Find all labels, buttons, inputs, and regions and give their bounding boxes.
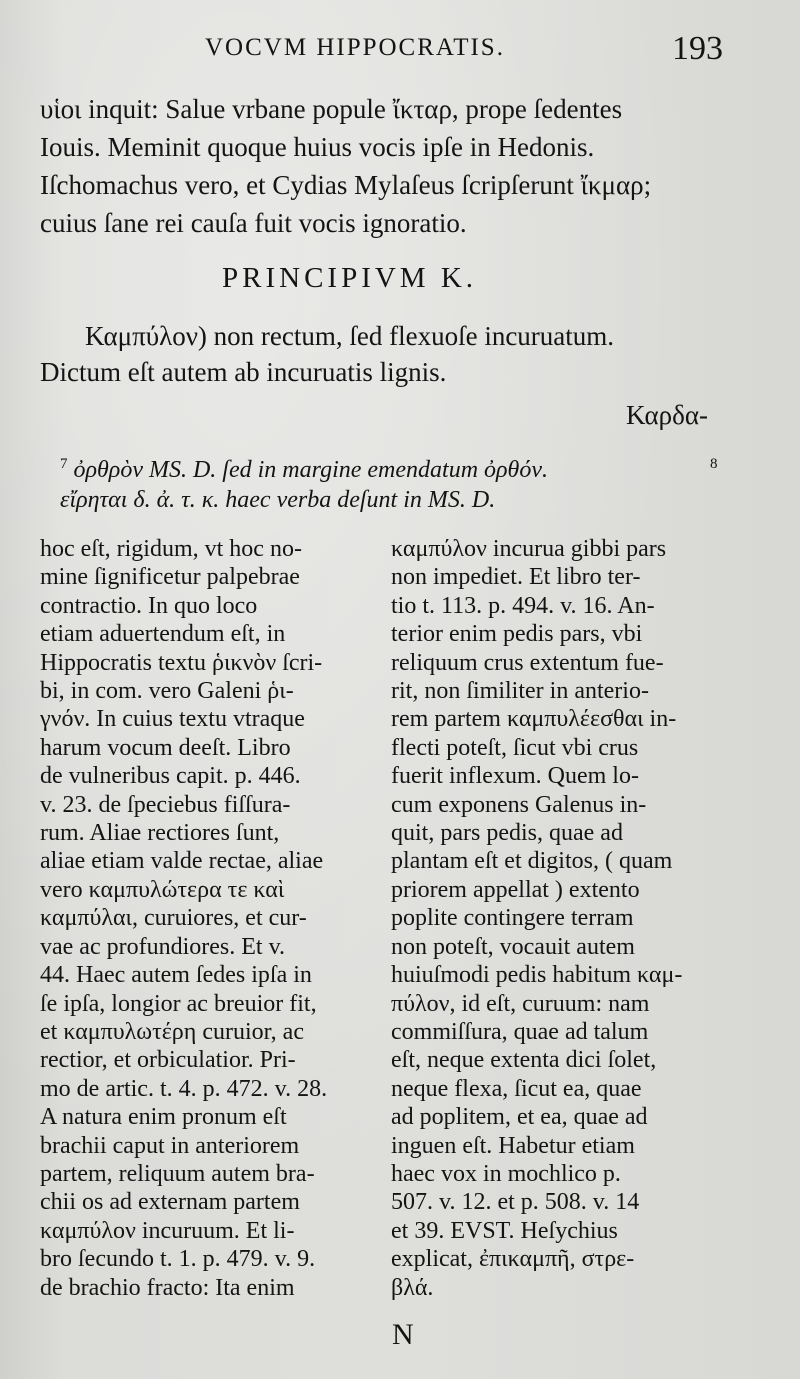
column-line: mo de artic. t. 4. p. 472. v. 28. <box>40 1075 328 1102</box>
column-line: 44. Haec autem ſedes ipſa in <box>40 962 312 989</box>
intro-line: Iouis. Meminit quoque huius vocis ipſe in Hedonis. <box>40 132 595 162</box>
column-line: βλά. <box>391 1274 434 1301</box>
column-line: A natura enim pronum eſt <box>40 1104 287 1131</box>
footnote-marker: 7 <box>60 456 68 472</box>
column-line: brachii caput in anteriorem <box>40 1132 300 1159</box>
intro-paragraph <box>40 90 730 242</box>
column-line: terior enim pedis pars, vbi <box>391 621 643 648</box>
column-line: inguen eſt. Habetur etiam <box>391 1132 635 1159</box>
footnote-8: εἴρηται δ. ἀ. τ. κ. haec verba deſunt in MS. D. <box>60 487 496 513</box>
running-title: VOCVM HIPPOCRATIS. <box>205 34 505 61</box>
column-line: vero καμπυλώτερα τε καὶ <box>40 876 285 903</box>
column-line: καμπύλον incurua gibbi pars <box>391 536 667 562</box>
footnote-marker: 8 <box>710 456 718 472</box>
column-line: plantam eſt et digitos, ( quam <box>391 848 673 875</box>
column-line: rit, non ſimiliter in anterio- <box>391 678 649 705</box>
column-line: 507. v. 12. et p. 508. v. 14 <box>391 1189 640 1216</box>
column-line: et 39. EVST. Heſychius <box>391 1217 618 1244</box>
column-line: haec vox in mochlico p. <box>391 1160 621 1187</box>
column-line: bro ſecundo t. 1. p. 479. v. 9. <box>40 1246 316 1273</box>
footnote-text: ὀρθρὸν MS. D. ſed in margine emendatum ὀρθόν. <box>73 457 548 483</box>
entry-line: Καμπύλον) non rectum, ſed flexuoſe incuruatum. <box>85 321 615 351</box>
column-line: ſe ipſa, longior ac breuior fit, <box>40 990 317 1017</box>
footnotes <box>60 449 750 515</box>
column-line: hoc eſt, rigidum, vt hoc no- <box>40 536 302 562</box>
column-line: vae ac profundiores. Et v. <box>40 933 286 960</box>
column-line: quit, pars pedis, quae ad <box>391 820 623 847</box>
column-line: non impediet. Et libro ter- <box>391 564 641 591</box>
column-line: flecti poteſt, ſicut vbi crus <box>391 734 639 761</box>
column-line: partem, reliquum autem bra- <box>40 1160 315 1187</box>
column-line: πύλον, id eſt, curuum: nam <box>391 990 650 1017</box>
right-column <box>391 535 731 1302</box>
column-line: rectior, et orbiculatior. Pri- <box>40 1047 296 1074</box>
column-line: commiſſura, quae ad talum <box>391 1018 649 1045</box>
entry-line: Dictum eſt autem ab incuruatis lignis. <box>40 357 447 387</box>
intro-line: cuius ſane rei cauſa fuit vocis ignoratio. <box>40 208 467 238</box>
running-head <box>0 30 800 70</box>
column-line: non poteſt, vocauit autem <box>391 933 635 960</box>
column-line: cum exponens Galenus in- <box>391 791 647 818</box>
column-line: καμπύλαι, curuiores, et cur- <box>40 905 307 932</box>
column-line: huiuſmodi pedis habitum καμ- <box>391 962 683 989</box>
column-line: eſt, neque extenta dici ſolet, <box>391 1047 657 1074</box>
column-line: rum. Aliae rectiores ſunt, <box>40 820 280 847</box>
intro-line: Iſchomachus vero, et Cydias Mylaſeus ſcripſerunt ἴκμαρ; <box>40 170 652 200</box>
column-line: et καμπυλωτέρη curuior, ac <box>40 1018 304 1045</box>
column-line: chii os ad externam partem <box>40 1189 300 1216</box>
section-heading: PRINCIPIVM K. <box>222 262 478 294</box>
column-line: καμπύλον incuruum. Et li- <box>40 1217 295 1244</box>
column-line: poplite contingere terram <box>391 905 634 932</box>
catchword: Καρδα- <box>626 400 708 430</box>
column-line: harum vocum deeſt. Libro <box>40 734 291 761</box>
column-line: fuerit inflexum. Quem lo- <box>391 763 639 790</box>
column-line: ad poplitem, et ea, quae ad <box>391 1104 648 1131</box>
column-line: reliquum crus extentum fue- <box>391 649 664 676</box>
intro-line: υἱοι inquit: Salue vrbane popule ἴκταρ, prope ſedentes <box>40 94 623 124</box>
column-line: priorem appellat ) extento <box>391 876 640 903</box>
column-line: aliae etiam valde rectae, aliae <box>40 848 324 875</box>
column-line: de brachio fracto: Ita enim <box>40 1274 295 1301</box>
column-line: Hippocratis textu ῥικνὸν ſcri- <box>40 649 323 676</box>
signature-mark: N <box>392 1318 414 1351</box>
column-line: de vulneribus capit. p. 446. <box>40 763 301 790</box>
page-number: 193 <box>672 30 723 67</box>
column-line: etiam aduertendum eſt, in <box>40 621 286 648</box>
column-line: v. 23. de ſpeciebus fiſſura- <box>40 791 291 818</box>
column-line: contractio. In quo loco <box>40 592 258 619</box>
column-line: tio t. 113. p. 494. v. 16. An- <box>391 592 655 619</box>
footnote-7 <box>60 449 750 485</box>
left-column <box>40 535 372 1302</box>
column-line: neque flexa, ſicut ea, quae <box>391 1075 642 1102</box>
column-line: bi, in com. vero Galeni ῥι- <box>40 678 294 705</box>
column-line: mine ſignificetur palpebrae <box>40 564 300 591</box>
column-line: γνόν. In cuius textu vtraque <box>40 706 305 733</box>
column-line: rem partem καμπυλέεσθαι in- <box>391 706 677 733</box>
column-line: explicat, ἐπικαμπῆ, στρε- <box>391 1246 635 1273</box>
entry-paragraph <box>40 318 740 390</box>
